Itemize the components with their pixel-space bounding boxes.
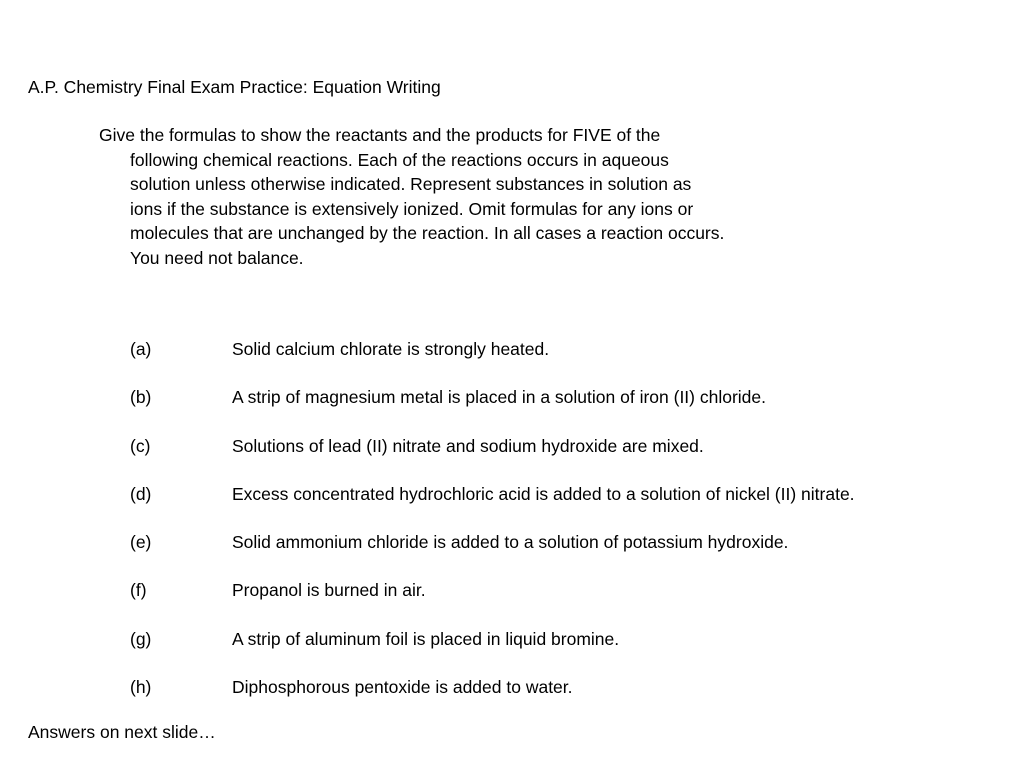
instructions-line: following chemical reactions. Each of the reactions occurs in aqueous: [130, 149, 669, 170]
item-text: Solid calcium chlorate is strongly heated.: [232, 339, 550, 359]
item-text: Excess concentrated hydrochloric acid is added to a solution of nickel (II) nitrate.: [232, 483, 855, 504]
item-letter: (c): [130, 435, 151, 456]
item-letter: (b): [130, 387, 152, 408]
item-text: Propanol is burned in air.: [232, 580, 426, 601]
page-title: A.P. Chemistry Final Exam Practice: Equation Writing: [28, 77, 441, 97]
instructions-line: Give the formulas to show the reactants and the products for FIVE of the: [99, 125, 661, 145]
item-letter: (a): [130, 339, 152, 359]
item-text: A strip of magnesium metal is placed in a solution of iron (II) chloride.: [232, 387, 766, 408]
instructions-line: ions if the substance is extensively ionized. Omit formulas for any ions or: [130, 198, 694, 219]
instructions-line: solution unless otherwise indicated. Represent substances in solution as: [130, 174, 692, 194]
item-letter: (h): [130, 677, 152, 698]
item-text: Solutions of lead (II) nitrate and sodium hydroxide are mixed.: [232, 435, 704, 456]
instructions-line: molecules that are unchanged by the reaction. In all cases a reaction occurs.: [130, 223, 725, 243]
item-text: A strip of aluminum foil is placed in liquid bromine.: [232, 628, 620, 649]
instructions-paragraph: [99, 123, 850, 270]
item-letter: (e): [130, 532, 152, 553]
item-text: Diphosphorous pentoxide is added to water.: [232, 677, 573, 698]
item-letter: (d): [130, 483, 152, 504]
item-letter: (f): [130, 580, 147, 601]
item-text: Solid ammonium chloride is added to a solution of potassium hydroxide.: [232, 532, 789, 553]
item-letter: (g): [130, 628, 152, 649]
instructions-line: You need not balance.: [130, 247, 304, 268]
footer-note: Answers on next slide…: [28, 722, 216, 742]
